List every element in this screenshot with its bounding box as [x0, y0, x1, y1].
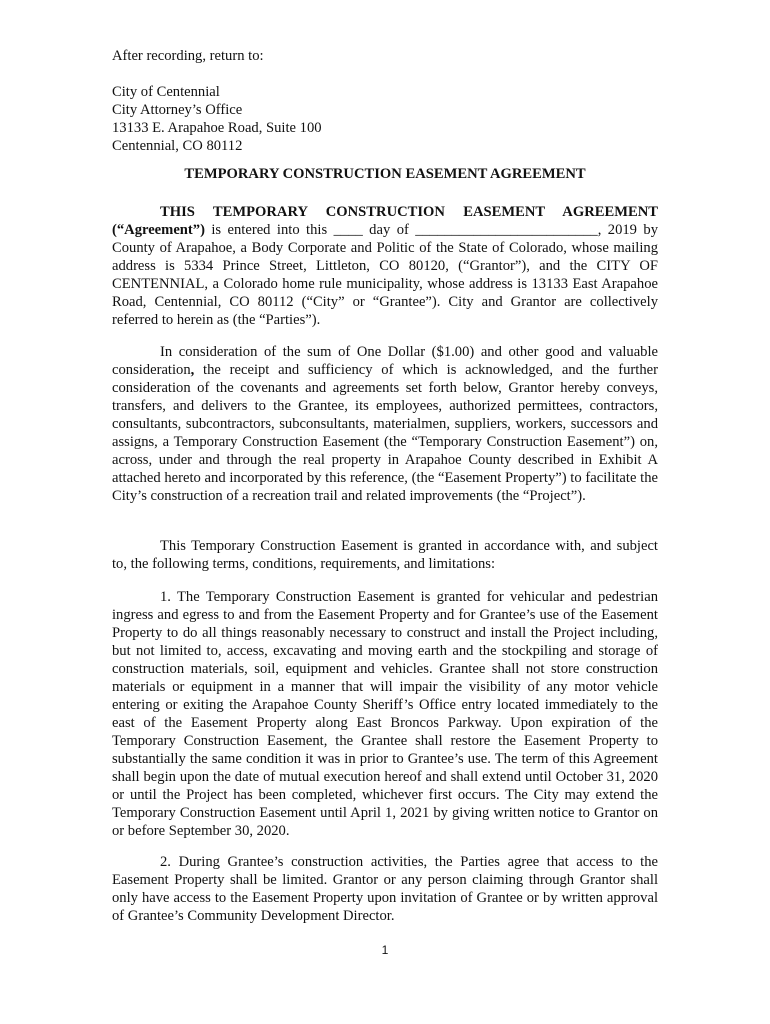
consideration-paragraph: [112, 343, 658, 505]
grant-statement-paragraph: This Temporary Construction Easement is granted in accordance with, and subject to, the following terms, conditions, requirements, and limitations:: [112, 538, 658, 572]
return-address: [112, 83, 672, 155]
consideration-post: the receipt and sufficiency of which is acknowledged, and the further consideration of the covenants and agreements set forth below, Grantor hereby conveys, transfers, and delivers to the Grantee, its employees, authorized permittees, contractors, consultants, subcontractors, subconsultants, materialmen, suppliers, workers, successors and assigns, a Temporary Construction Easement (the “Temporary Construction Easement”) on, across, under and through the real property in Arapahoe County described in Exhibit A attached hereto and incorporated by this reference, (the “Easement Property”) to facilitate the City’s construction of a recreation trail and related improvements (the “Project”).: [112, 362, 658, 504]
return-address-line: Centennial, CO 80112: [112, 138, 243, 154]
return-address-line: City Attorney’s Office: [112, 102, 243, 118]
return-address-line: 13133 E. Arapahoe Road, Suite 100: [112, 120, 322, 136]
consideration-bold-comma: ,: [190, 362, 195, 378]
return-label: After recording, return to:: [112, 48, 264, 64]
return-address-line: City of Centennial: [112, 84, 220, 100]
page-number: 1: [381, 943, 389, 957]
intro-bold-lead: THIS TEMPORARY CONSTRUCTION EASEMENT AGREEMENT (“Agreement”): [112, 204, 658, 238]
intro-paragraph: [112, 203, 658, 329]
return-address-block: [112, 47, 672, 155]
intro-text: is entered into this ____ day of _________________________, 2019 by County of Arapahoe, a Body Corporate and Politic of the State of Colorado, whose mailing address is 5334 Prince Street, Littleton, CO 80120, (“Grantor”), and the CITY OF CENTENNIAL, a Colorado home rule municipality, whose address is 13133 East Arapahoe Road, Centennial, CO 80112 (“City” or “Grantee”). City and Grantor are collectively referred to herein as (the “Parties”).: [112, 222, 658, 328]
document-title: TEMPORARY CONSTRUCTION EASEMENT AGREEMENT: [184, 166, 586, 182]
section-1-paragraph: 1. The Temporary Construction Easement is granted for vehicular and pedestrian ingress and egress to and from the Easement Property and for Grantee’s use of the Easement Property to do all things reasonably necessary to construct and install the Project including, but not limited to, access, excavating and moving earth and the stockpiling and storage of construction materials, soil, equipment and vehicles. Grantee shall not store construction materials or equipment in a manner that will impair the visibility of any motor vehicle entering or exiting the Arapahoe County Sheriff’s Office entry located immediately to the east of the Easement Property along East Broncos Parkway. Upon expiration of the Temporary Construction Easement, the Grantee shall restore the Easement Property to substantially the same condition it was in prior to Grantee’s use. The term of this Agreement shall begin upon the date of mutual execution hereof and shall extend until October 31, 2020 or until the Project has been completed, whichever first occurs. The City may extend the Temporary Construction Easement until April 1, 2021 by giving written notice to Grantor on or before September 30, 2020.: [112, 589, 658, 839]
section-2-paragraph: 2. During Grantee’s construction activities, the Parties agree that access to the Easement Property shall be limited. Grantor or any person claiming through Grantor shall only have access to the Easement Property upon invitation of Grantee or by written approval of Grantee’s Community Development Director.: [112, 854, 658, 924]
consideration-pre: In consideration of the sum of One Dollar ($1.00) and other good and valuable consideration: [112, 344, 658, 378]
